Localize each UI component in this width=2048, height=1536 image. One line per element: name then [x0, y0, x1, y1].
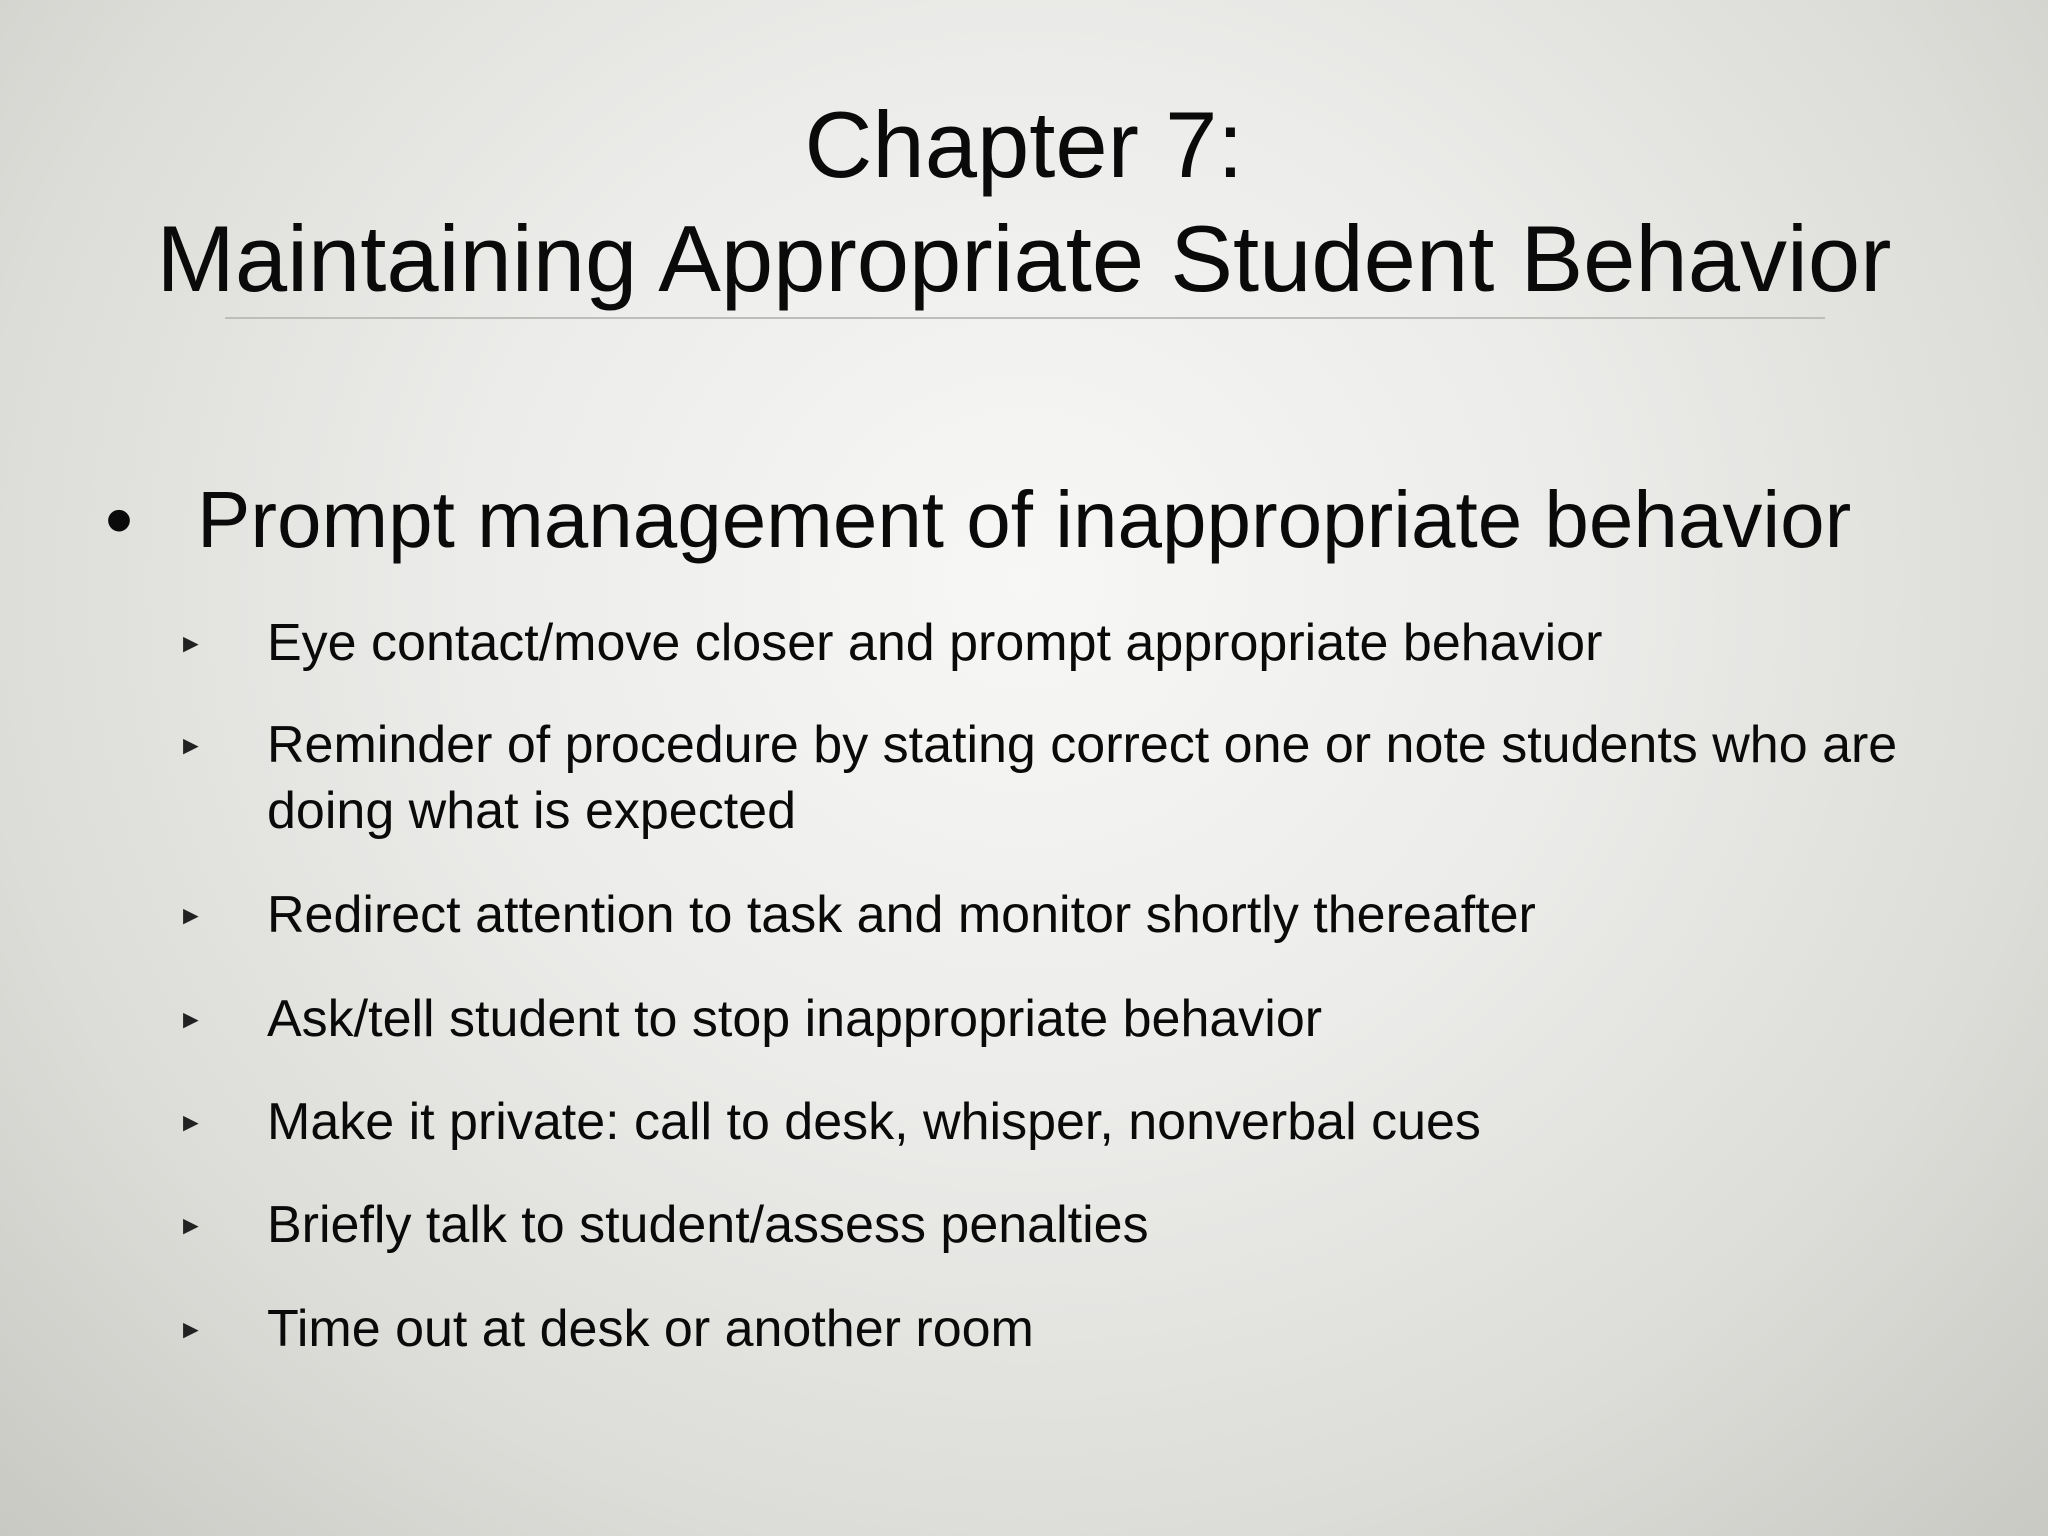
triangle-bullet-icon: ►: [178, 628, 204, 658]
title-line-2: Maintaining Appropriate Student Behavior: [156, 206, 1892, 311]
triangle-bullet-icon: ►: [178, 730, 204, 760]
sub-bullet-text: Ask/tell student to stop inappropriate behavior: [267, 990, 1323, 1048]
title-line-1: Chapter 7:: [804, 92, 1244, 197]
triangle-bullet-icon: ►: [178, 900, 204, 930]
triangle-bullet-icon: ►: [178, 1210, 204, 1240]
sub-bullet-text: Reminder of procedure by stating correct one or note students who are doing what is expected: [267, 716, 1898, 840]
sub-bullet-text: Briefly talk to student/assess penalties: [267, 1196, 1149, 1254]
bullet-dot-icon: •: [105, 475, 134, 564]
triangle-bullet-icon: ►: [178, 1107, 204, 1137]
main-bullet-text: Prompt management of inappropriate behavior: [197, 475, 1852, 564]
sub-bullet-text: Eye contact/move closer and prompt appropriate behavior: [267, 614, 1603, 672]
triangle-bullet-icon: ►: [178, 1004, 204, 1034]
triangle-bullet-icon: ►: [178, 1314, 204, 1344]
sub-bullet-text: Make it private: call to desk, whisper, nonverbal cues: [267, 1093, 1481, 1151]
sub-bullet-text: Time out at desk or another room: [267, 1300, 1034, 1358]
sub-bullet-text: Redirect attention to task and monitor shortly thereafter: [267, 886, 1536, 944]
